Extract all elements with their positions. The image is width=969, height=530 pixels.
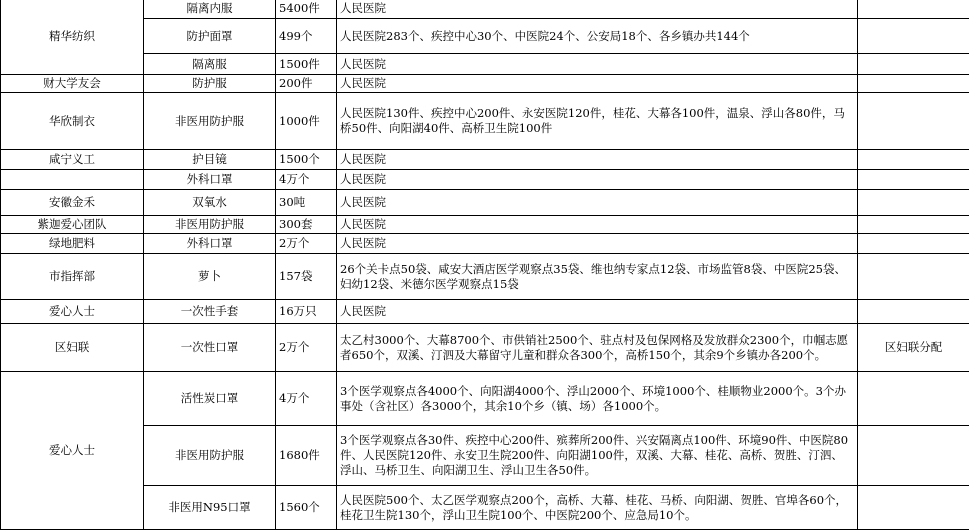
item-cell: 一次性手套 bbox=[144, 300, 276, 324]
donor-cell: 爱心人士 bbox=[1, 300, 144, 324]
item-cell: 活性炭口罩 bbox=[144, 372, 276, 426]
quantity-cell: 300套 bbox=[276, 216, 337, 234]
note-cell bbox=[858, 150, 969, 170]
item-cell: 外科口罩 bbox=[144, 170, 276, 190]
item-cell: 隔离服 bbox=[144, 54, 276, 75]
quantity-cell: 2万个 bbox=[276, 234, 337, 254]
note-cell bbox=[858, 75, 969, 93]
donor-cell bbox=[1, 170, 144, 190]
table-row bbox=[1, 426, 969, 486]
note-cell bbox=[858, 254, 969, 300]
donor-cell: 咸宁义工 bbox=[1, 150, 144, 170]
table-row bbox=[1, 0, 969, 19]
item-cell: 外科口罩 bbox=[144, 234, 276, 254]
quantity-cell: 2万个 bbox=[276, 324, 337, 372]
quantity-cell: 1500个 bbox=[276, 150, 337, 170]
quantity-cell: 16万只 bbox=[276, 300, 337, 324]
quantity-cell: 1500件 bbox=[276, 54, 337, 75]
note-cell bbox=[858, 0, 969, 19]
table-row bbox=[1, 486, 969, 530]
table-row bbox=[1, 324, 969, 372]
destination-cell: 人民医院283个、疾控中心30个、中医院24个、公安局18个、各乡镇办共144个 bbox=[337, 19, 858, 54]
donor-cell: 财大学友会 bbox=[1, 75, 144, 93]
item-cell: 非医用N95口罩 bbox=[144, 486, 276, 530]
note-cell bbox=[858, 54, 969, 75]
table-row bbox=[1, 75, 969, 93]
quantity-cell: 157袋 bbox=[276, 254, 337, 300]
item-cell: 护目镜 bbox=[144, 150, 276, 170]
item-cell: 萝卜 bbox=[144, 254, 276, 300]
destination-cell: 太乙村3000个、大幕8700个、市供销社2500个、驻点村及包保网格及发放群众2300个，巾帼志愿者650个，双溪、汀泗及大幕留守儿童和群众各300个，高桥150个，其余9个乡镇办各200个。 bbox=[337, 324, 858, 372]
destination-cell: 人民医院 bbox=[337, 170, 858, 190]
item-cell: 防护服 bbox=[144, 75, 276, 93]
destination-cell: 人民医院 bbox=[337, 234, 858, 254]
destination-cell: 26个关卡点50袋、咸安大酒店医学观察点35袋、维也纳专家点12袋、市场监管8袋、中医院25袋、妇幼12袋、米德尔医学观察点15袋 bbox=[337, 254, 858, 300]
quantity-cell: 4万个 bbox=[276, 170, 337, 190]
quantity-cell: 5400件 bbox=[276, 0, 337, 19]
note-cell bbox=[858, 426, 969, 486]
destination-cell: 人民医院500个、太乙医学观察点200个，高桥、大幕、桂花、马桥、向阳湖、贺胜、官埠各60个，桂花卫生院130个，浮山卫生院100个、中医院200个、应急局10个。 bbox=[337, 486, 858, 530]
note-cell bbox=[858, 300, 969, 324]
table-row bbox=[1, 19, 969, 54]
note-cell bbox=[858, 170, 969, 190]
quantity-cell: 200件 bbox=[276, 75, 337, 93]
donor-cell: 爱心人士 bbox=[1, 372, 144, 530]
note-cell bbox=[858, 19, 969, 54]
donor-cell: 精华纺织 bbox=[1, 0, 144, 75]
destination-cell: 人民医院 bbox=[337, 75, 858, 93]
quantity-cell: 1560个 bbox=[276, 486, 337, 530]
quantity-cell: 1000件 bbox=[276, 93, 337, 150]
note-cell bbox=[858, 190, 969, 216]
donor-cell: 市指挥部 bbox=[1, 254, 144, 300]
note-cell: 区妇联分配 bbox=[858, 324, 969, 372]
table-row bbox=[1, 372, 969, 426]
table-row bbox=[1, 93, 969, 150]
donor-cell: 华欣制衣 bbox=[1, 93, 144, 150]
table-row bbox=[1, 190, 969, 216]
item-cell: 双氧水 bbox=[144, 190, 276, 216]
donor-cell: 绿地肥料 bbox=[1, 234, 144, 254]
item-cell: 非医用防护服 bbox=[144, 426, 276, 486]
table-row bbox=[1, 254, 969, 300]
item-cell: 隔离内服 bbox=[144, 0, 276, 19]
donor-cell: 区妇联 bbox=[1, 324, 144, 372]
destination-cell: 3个医学观察点各30件、疾控中心200件、殡葬所200件、兴安隔离点100件、环境90件、中医院80件、人民医院120件、永安卫生院200件、向阳湖100件，双溪、大幕、桂花、高桥、贺胜、汀泗、浮山、马桥卫生、向阳湖卫生、浮山卫生各50件。 bbox=[337, 426, 858, 486]
destination-cell: 人民医院 bbox=[337, 150, 858, 170]
item-cell: 一次性口罩 bbox=[144, 324, 276, 372]
destination-cell: 人民医院 bbox=[337, 54, 858, 75]
quantity-cell: 30吨 bbox=[276, 190, 337, 216]
note-cell bbox=[858, 216, 969, 234]
table-row bbox=[1, 150, 969, 170]
destination-cell: 人民医院 bbox=[337, 300, 858, 324]
item-cell: 防护面罩 bbox=[144, 19, 276, 54]
quantity-cell: 4万个 bbox=[276, 372, 337, 426]
item-cell: 非医用防护服 bbox=[144, 93, 276, 150]
destination-cell: 人民医院 bbox=[337, 216, 858, 234]
note-cell bbox=[858, 234, 969, 254]
table-row bbox=[1, 300, 969, 324]
table-row bbox=[1, 216, 969, 234]
table-row bbox=[1, 170, 969, 190]
quantity-cell: 1680件 bbox=[276, 426, 337, 486]
item-cell: 非医用防护服 bbox=[144, 216, 276, 234]
note-cell bbox=[858, 372, 969, 426]
donor-cell: 紫迦爱心团队 bbox=[1, 216, 144, 234]
destination-cell: 3个医学观察点各4000个、向阳湖4000个、浮山2000个、环境1000个、桂顺物业2000个。3个办事处（含社区）各3000个，其余10个乡（镇、场）各1000个。 bbox=[337, 372, 858, 426]
quantity-cell: 499个 bbox=[276, 19, 337, 54]
destination-cell: 人民医院130件、疾控中心200件、永安医院120件，桂花、大幕各100件，温泉、浮山各80件，马桥50件、向阳湖40件、高桥卫生院100件 bbox=[337, 93, 858, 150]
note-cell bbox=[858, 486, 969, 530]
table-row bbox=[1, 234, 969, 254]
donor-cell: 安徽金禾 bbox=[1, 190, 144, 216]
table-row bbox=[1, 54, 969, 75]
note-cell bbox=[858, 93, 969, 150]
destination-cell: 人民医院 bbox=[337, 190, 858, 216]
destination-cell: 人民医院 bbox=[337, 0, 858, 19]
